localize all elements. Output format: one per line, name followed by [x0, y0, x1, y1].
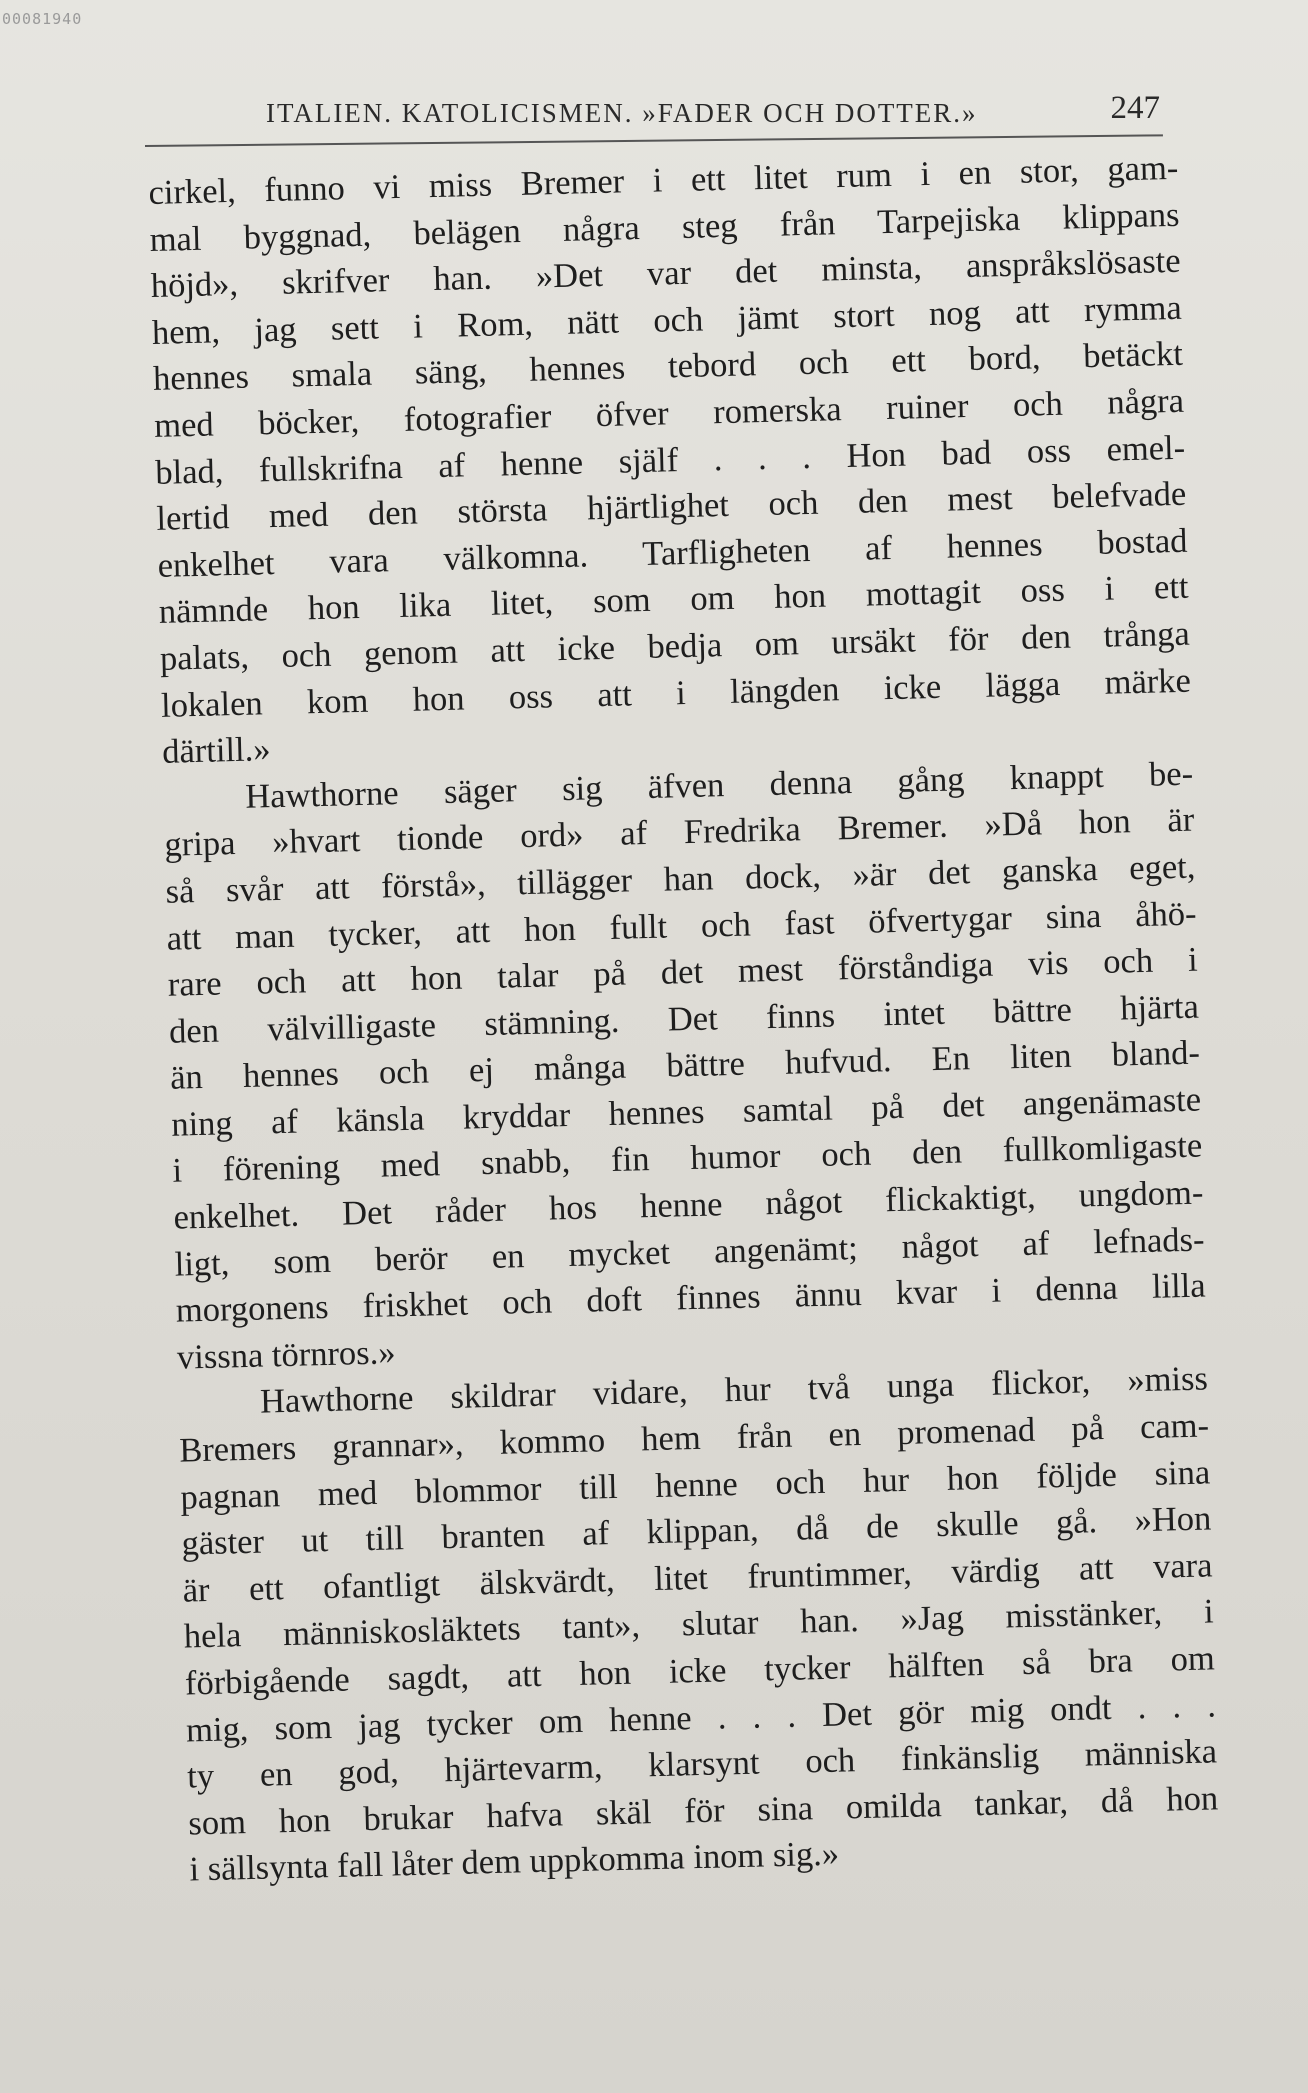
text-line: hela människosläktets tant», slutar han. »Jag misstänker, i	[183, 1592, 1215, 1656]
paragraph-end-line: vissna törnros.»	[176, 1333, 396, 1377]
text-line: den välvilligaste stämning. Det finns intet bättre hjärta	[168, 987, 1200, 1051]
text-line: lokalen kom hon oss att i längden icke lägga märke	[160, 661, 1192, 725]
text-line: så svår att förstå», tillägger han dock, »är det ganska eget,	[165, 847, 1196, 911]
text-line: cirkel, funno vi miss Bremer i ett litet rum i en stor, gam-	[148, 148, 1179, 212]
body-text	[148, 145, 1220, 1894]
text-line: palats, och genom att icke bedja om ursäkt för den trånga	[159, 614, 1191, 678]
text-line: ligt, som berör en mycket angenämt; något af lefnads-	[174, 1220, 1205, 1284]
text-line: att man tycker, att hon fullt och fast öfvertygar sina åhö-	[166, 894, 1197, 958]
text-line: med böcker, fotografier öfver romerska ruiner och några	[153, 381, 1185, 445]
text-line: mal byggnad, belägen några steg från Tarpejiska klippans	[149, 195, 1180, 259]
page-number: 247	[1110, 90, 1160, 126]
text-line: gäster ut till branten af klippan, då de skulle gå. »Hon	[181, 1499, 1212, 1563]
text-line: höjd», skrifver han. »Det var det minsta, anspråkslösaste	[150, 241, 1181, 306]
text-line: nämnde hon lika litet, som om hon mottagit oss i ett	[158, 568, 1189, 632]
text-line: hennes smala säng, hennes tebord och ett bord, betäckt	[152, 335, 1184, 399]
text-line: blad, fullskrifna af henne själf . . . Hon bad oss emel-	[154, 428, 1186, 492]
text-line: förbigående sagdt, att hon icke tycker hälften så bra om	[184, 1639, 1216, 1703]
paragraph-end-line: därtill.»	[161, 730, 271, 771]
paragraph-start-line: Hawthorne säger sig äfven denna gång knappt be-	[244, 754, 1194, 816]
text-line: ning af känsla kryddar hennes samtal på det angenämaste	[170, 1080, 1202, 1144]
text-line: är ett ofantligt älskvärdt, litet fruntimmer, värdig att vara	[182, 1546, 1213, 1610]
text-line: morgonens friskhet och doft finnes ännu kvar i denna lilla	[175, 1266, 1207, 1330]
text-line: lertid med den största hjärtlighet och den mest belefvade	[156, 474, 1187, 539]
header-rule	[145, 134, 1163, 147]
text-line: än hennes och ej många bättre hufvud. En liten bland-	[169, 1033, 1201, 1098]
scan-identifier: 00081940	[2, 10, 83, 28]
text-line: mig, som jag tycker om henne . . . Det gör mig ondt . . .	[185, 1685, 1217, 1750]
running-header	[148, 90, 1160, 130]
paragraph-start-line: Hawthorne skildrar vidare, hur två unga flickor, »miss	[259, 1359, 1209, 1422]
text-line: som hon brukar hafva skäl för sina omilda tankar, då hon	[187, 1779, 1219, 1843]
text-line: rare och att hon talar på det mest förståndiga vis och i	[167, 940, 1199, 1004]
text-line: hem, jag sett i Rom, nätt och jämt stort nog att rymma	[151, 288, 1183, 352]
text-line: pagnan med blommor till henne och hur hon följde sina	[179, 1453, 1211, 1517]
running-title: ITALIEN. KATOLICISMEN. »FADER OCH DOTTER.»	[266, 98, 978, 128]
paragraph-end-line: i sällsynta fall låter dem uppkomma inom sig.»	[189, 1835, 840, 1889]
text-line: enkelhet. Det råder hos henne något flickaktigt, ungdom-	[173, 1173, 1204, 1237]
text-line: Bremers grannar», kommo hem från en promenad på cam-	[178, 1406, 1210, 1470]
text-line: gripa »hvart tionde ord» af Fredrika Bremer. »Då hon är	[164, 800, 1195, 865]
text-line: enkelhet vara välkomna. Tarfligheten af hennes bostad	[157, 521, 1188, 585]
text-line: ty en god, hjärtevarm, klarsynt och finkänslig människa	[186, 1732, 1218, 1796]
text-line: i förening med snabb, fin humor och den fullkomligaste	[172, 1127, 1203, 1191]
